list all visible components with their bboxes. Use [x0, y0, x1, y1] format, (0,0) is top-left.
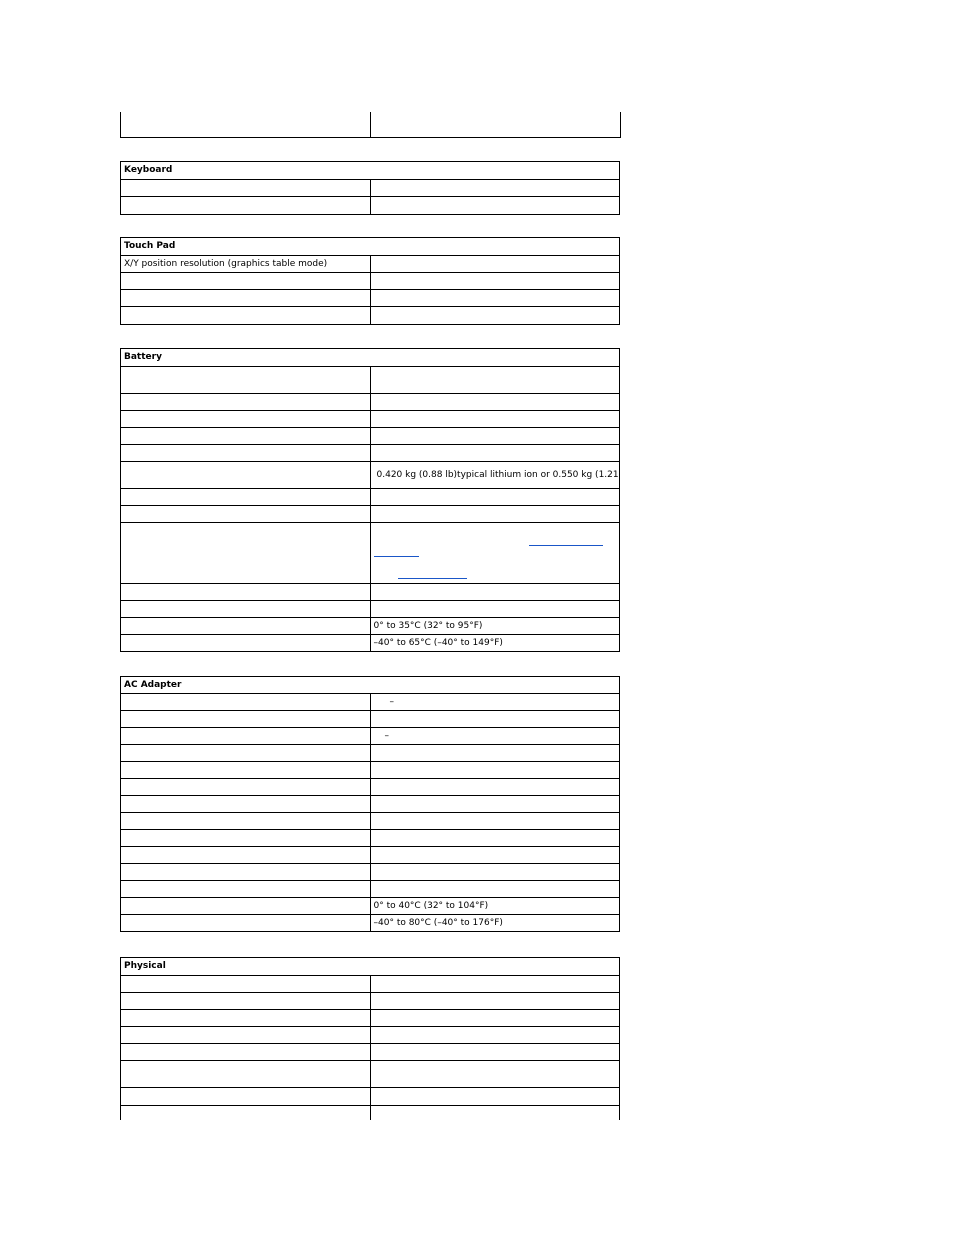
table-cell — [121, 762, 371, 779]
table-row — [121, 898, 620, 915]
table-row — [121, 489, 620, 506]
table-cell — [370, 993, 620, 1010]
table-cell — [370, 745, 620, 762]
table-cell — [121, 180, 371, 197]
table-cell — [370, 394, 620, 411]
battery-operating-temp: 0° to 35°C (32° to 95°F) — [370, 618, 620, 635]
table-row — [121, 1027, 620, 1044]
table-row — [121, 1061, 620, 1088]
table-cell — [370, 813, 620, 830]
table-cell — [121, 830, 371, 847]
table-row — [121, 506, 620, 523]
table-cell — [121, 779, 371, 796]
table-row — [121, 445, 620, 462]
table-row — [121, 1106, 620, 1120]
ac-adapter-dash-2: – — [370, 728, 620, 745]
table-cell — [370, 290, 620, 307]
table-row — [121, 428, 620, 445]
physical-heading: Physical — [121, 958, 620, 976]
table-cell — [121, 601, 371, 618]
table-cell — [121, 506, 371, 523]
table-cell — [370, 584, 620, 601]
table-cell — [370, 411, 620, 428]
table-cell — [121, 112, 371, 137]
table-row — [121, 462, 620, 489]
table-row — [121, 779, 620, 796]
table-cell — [121, 635, 371, 652]
table-row — [121, 1088, 620, 1106]
table-cell — [370, 489, 620, 506]
battery-link-2[interactable] — [398, 578, 467, 579]
battery-link-1-continuation[interactable] — [374, 556, 419, 557]
table-cell — [121, 584, 371, 601]
table-cell — [370, 779, 620, 796]
table-cell — [121, 711, 371, 728]
table-row — [121, 273, 620, 290]
table-row — [121, 635, 620, 652]
battery-weight-value: 0.420 kg (0.88 lb)typical lithium ion or 0.550 kg (1.21 — [370, 462, 620, 489]
table-row — [121, 796, 620, 813]
table-cell — [370, 762, 620, 779]
table-cell — [121, 813, 371, 830]
table-cell — [121, 367, 371, 394]
touchpad-heading: Touch Pad — [121, 238, 620, 256]
table-row — [121, 976, 620, 993]
table-cell — [121, 1106, 371, 1120]
table-cell — [121, 1061, 371, 1088]
touchpad-table — [120, 237, 620, 325]
table-cell — [121, 394, 371, 411]
table-cell — [121, 1044, 371, 1061]
battery-storage-temp: –40° to 65°C (–40° to 149°F) — [370, 635, 620, 652]
table-row — [121, 197, 620, 215]
table-cell — [370, 847, 620, 864]
table-row — [121, 830, 620, 847]
table-cell — [371, 112, 621, 137]
table-cell — [370, 256, 620, 273]
previous-table-fragment — [120, 112, 621, 138]
table-row — [121, 711, 620, 728]
table-cell — [370, 711, 620, 728]
table-cell — [121, 445, 371, 462]
table-row — [121, 881, 620, 898]
table-row — [121, 584, 620, 601]
table-row — [121, 813, 620, 830]
table-row — [121, 847, 620, 864]
table-cell — [370, 881, 620, 898]
table-cell — [370, 1010, 620, 1027]
table-cell — [121, 847, 371, 864]
table-cell — [121, 307, 371, 325]
table-row — [121, 762, 620, 779]
table-cell — [121, 864, 371, 881]
ac-adapter-storage-temp: –40° to 80°C (–40° to 176°F) — [370, 915, 620, 932]
ac-adapter-dash-1: – — [370, 694, 620, 711]
table-cell — [121, 411, 371, 428]
table-cell — [370, 445, 620, 462]
table-cell — [121, 728, 371, 745]
table-cell — [121, 523, 371, 584]
table-cell — [121, 745, 371, 762]
table-row — [121, 256, 620, 273]
table-cell — [370, 180, 620, 197]
table-cell — [121, 273, 371, 290]
table-cell — [121, 428, 371, 445]
table-cell — [121, 489, 371, 506]
table-cell — [121, 1088, 371, 1106]
table-row — [121, 411, 620, 428]
table-row — [121, 367, 620, 394]
table-cell — [121, 1027, 371, 1044]
table-cell — [121, 290, 371, 307]
touchpad-resolution-label: X/Y position resolution (graphics table mode) — [121, 256, 371, 273]
battery-heading: Battery — [121, 349, 620, 367]
table-cell — [370, 976, 620, 993]
table-row — [121, 290, 620, 307]
table-cell — [370, 864, 620, 881]
ac-adapter-table — [120, 676, 620, 932]
table-cell — [370, 367, 620, 394]
table-cell — [121, 197, 371, 215]
table-cell — [121, 993, 371, 1010]
ac-adapter-operating-temp: 0° to 40°C (32° to 104°F) — [370, 898, 620, 915]
table-cell — [370, 1061, 620, 1088]
table-cell — [370, 1027, 620, 1044]
table-cell — [121, 796, 371, 813]
table-row — [121, 745, 620, 762]
table-cell — [370, 197, 620, 215]
table-cell — [370, 796, 620, 813]
ac-adapter-heading: AC Adapter — [121, 677, 620, 694]
table-cell — [121, 915, 371, 932]
table-row — [121, 394, 620, 411]
table-row — [121, 864, 620, 881]
table-cell — [121, 618, 371, 635]
table-cell — [370, 273, 620, 290]
table-cell — [370, 1044, 620, 1061]
battery-links-cell — [370, 523, 620, 584]
physical-table — [120, 957, 620, 1120]
table-cell — [370, 307, 620, 325]
table-row — [121, 618, 620, 635]
table-cell — [121, 462, 371, 489]
table-cell — [370, 1088, 620, 1106]
table-cell — [370, 428, 620, 445]
table-row — [121, 694, 620, 711]
battery-link-1[interactable] — [529, 545, 603, 546]
table-cell — [370, 506, 620, 523]
table-row — [121, 601, 620, 618]
table-cell — [121, 898, 371, 915]
table-row — [121, 307, 620, 325]
table-cell — [121, 1010, 371, 1027]
table-row — [121, 180, 620, 197]
battery-table — [120, 348, 620, 652]
table-row — [121, 523, 620, 584]
table-row — [121, 728, 620, 745]
table-cell — [370, 1106, 620, 1120]
keyboard-table — [120, 161, 620, 215]
table-row — [121, 1044, 620, 1061]
table-cell — [370, 830, 620, 847]
table-cell — [121, 694, 371, 711]
table-row — [121, 915, 620, 932]
table-cell — [121, 976, 371, 993]
keyboard-heading: Keyboard — [121, 162, 620, 180]
table-cell — [370, 601, 620, 618]
table-row — [121, 993, 620, 1010]
table-row — [121, 1010, 620, 1027]
table-cell — [121, 881, 371, 898]
